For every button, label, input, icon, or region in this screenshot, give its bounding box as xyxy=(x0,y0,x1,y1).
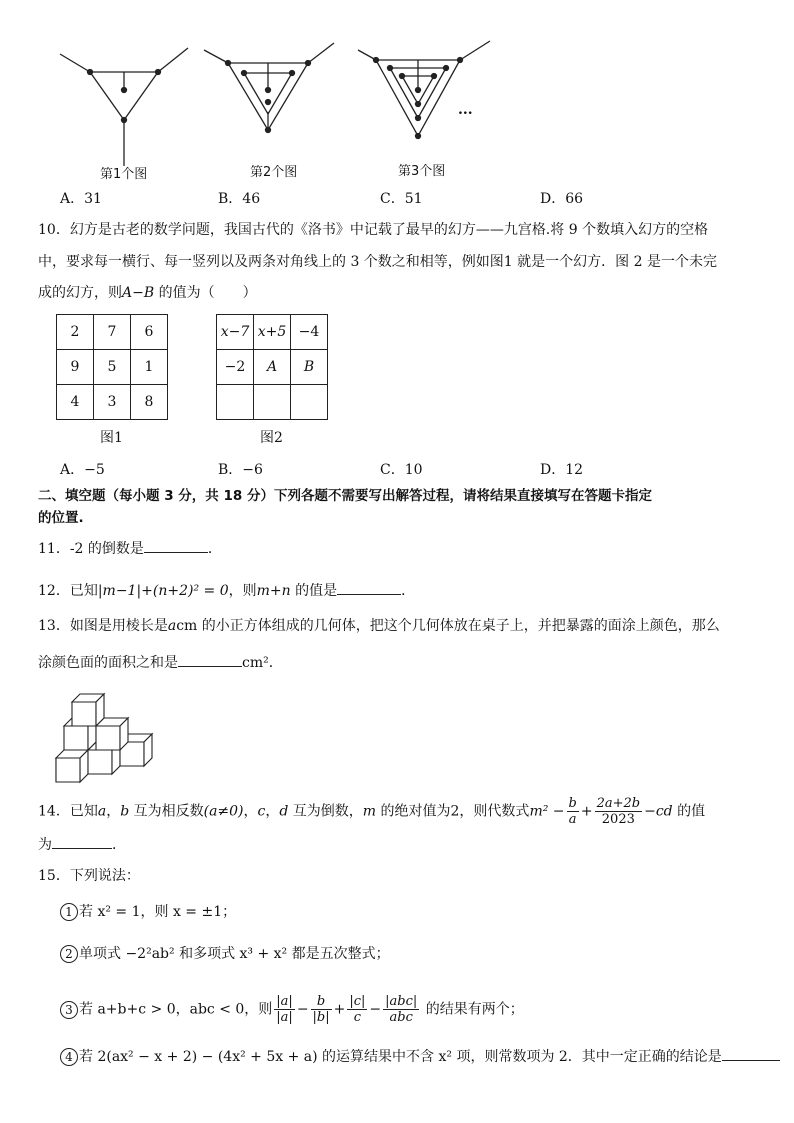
q14-line-2-text: 为 xyxy=(38,837,52,853)
cube xyxy=(72,694,104,726)
q14-line-2 xyxy=(38,834,126,855)
q14-comma: ， xyxy=(106,803,121,820)
q14-fraction-b-over-a: $\frac{b}{a}$ xyxy=(568,796,577,827)
q14-condition: (a≠0) xyxy=(203,803,244,820)
statement-3-frac-1: $\frac{|a|}{|a|}$ xyxy=(276,994,293,1025)
q9-option-b[interactable]: B．46 xyxy=(218,191,261,207)
statement-2-text: 单项式 −2²ab² 和多项式 x³ + x² 都是五次整式； xyxy=(79,946,390,962)
grid2-cell: −4 xyxy=(291,315,328,350)
figure-1 xyxy=(60,48,188,166)
grid1-cell: 6 xyxy=(131,315,168,350)
q10-line-3-pre: 成的幻方，则 xyxy=(38,285,122,301)
figure-3-caption: 第3个图 xyxy=(398,164,446,179)
figure-2 xyxy=(204,43,334,133)
q15-statement-1 xyxy=(60,902,236,922)
magic-square-2 xyxy=(216,314,328,420)
statement-3-op-1: − xyxy=(296,1001,309,1018)
q13-answer-blank[interactable] xyxy=(178,652,242,667)
statement-number-1: 1 xyxy=(60,903,78,921)
q11-answer-blank[interactable] xyxy=(144,538,208,553)
q14-comma-2: ， xyxy=(243,803,258,820)
q12-sum: m+n xyxy=(256,583,291,599)
q13-var: a xyxy=(167,618,177,634)
q13-text-post: cm 的小正方体组成的几何体，把这个几何体放在桌子上，并把暴露的面涂上颜色，那么 xyxy=(176,618,720,634)
statement-3-frac-4: $\frac{\text{|abc|}}{\text{abc}}$ xyxy=(385,994,418,1025)
q9-option-c[interactable]: C．51 xyxy=(380,191,423,207)
q10-option-a[interactable]: A．−5 xyxy=(60,462,105,478)
q13-end: ． xyxy=(268,655,283,671)
q11 xyxy=(38,538,222,559)
statement-3-op-3: − xyxy=(369,1001,382,1018)
q15-statement-3 xyxy=(60,994,524,1025)
q14-text-opposite: 互为相反数 xyxy=(129,803,204,820)
q14-answer-blank[interactable] xyxy=(52,834,112,849)
q14-var-c: c xyxy=(257,803,266,820)
q10-expr: A−B xyxy=(122,285,155,301)
q14-line-1 xyxy=(38,796,705,827)
q12-end: ． xyxy=(401,583,416,599)
q14-plus: + xyxy=(580,803,593,820)
figure-2-caption: 第2个图 xyxy=(250,165,298,180)
q11-end: ． xyxy=(207,541,222,557)
grid2-cell: A xyxy=(254,350,291,385)
fig2-caption: 图2 xyxy=(260,430,283,446)
q10-option-d[interactable]: D．12 xyxy=(540,462,584,478)
q10-option-c[interactable]: C．10 xyxy=(380,462,423,478)
q11-text: 11．-2 的倒数是 xyxy=(38,541,144,557)
q14-comma-3: ， xyxy=(265,803,280,820)
statement-number-4: 4 xyxy=(60,1048,78,1066)
statement-3-frac-2: $\frac{b}{|b|}$ xyxy=(312,994,330,1025)
statement-1-text: 若 x² = 1，则 x = ±1； xyxy=(79,904,237,920)
statement-3-text: 若 a+b+c > 0，abc < 0，则 xyxy=(79,1001,273,1018)
statement-3-frac-3: $\frac{|c|}{c}$ xyxy=(349,994,366,1025)
grid1-cell: 4 xyxy=(57,385,94,420)
grid2-cell xyxy=(217,385,254,420)
q15-statement-4 xyxy=(60,1046,780,1067)
cube xyxy=(56,758,80,782)
grid2-cell xyxy=(291,385,328,420)
q14-var-a: a xyxy=(97,803,107,820)
grid1-cell: 5 xyxy=(94,350,131,385)
grid1-cell: 9 xyxy=(57,350,94,385)
q13-unit: cm² xyxy=(242,655,269,671)
q15-title: 15．下列说法： xyxy=(38,868,140,884)
q10-line-2: 中，要求每一横行、每一竖列以及两条对角线上的 3 个数之和相等，例如图1 就是一个幻方．图 2 是一个未完 xyxy=(38,254,717,270)
grid2-cell: −2 xyxy=(217,350,254,385)
grid1-cell: 3 xyxy=(94,385,131,420)
q14-text-value: 的值 xyxy=(672,803,706,820)
statement-4-text: 若 2(ax² − x + 2) − (4x² + 5x + a) 的运算结果中不含 x² 项，则常数项为 2．其中一定正确的结论是 xyxy=(79,1049,722,1065)
grid2-cell xyxy=(254,385,291,420)
cube xyxy=(96,718,128,750)
section-2-heading-line-1: 二、填空题（每小题 3 分，共 18 分）下列各题不需要写出解答过程，请将结果直接填写在答题卡指定 xyxy=(38,488,652,504)
magic-square-1 xyxy=(56,314,168,420)
figure-1-caption: 第1个图 xyxy=(100,167,148,182)
q12-text: 12．已知 xyxy=(38,583,98,599)
q14-expr-start: m² − xyxy=(529,803,565,820)
q13-text-pre: 13．如图是用棱长是 xyxy=(38,618,168,634)
grid1-cell: 8 xyxy=(131,385,168,420)
grid2-cell: x+5 xyxy=(254,315,291,350)
figure-3 xyxy=(358,41,490,139)
q10-line-3 xyxy=(38,283,257,303)
q13-line-2-text: 涂颜色面的面积之和是 xyxy=(38,655,178,671)
q14-text-abs: 的绝对值为2，则代数式 xyxy=(376,803,530,820)
figure-ellipsis: ... xyxy=(458,102,473,118)
q14-var-b: b xyxy=(120,803,130,820)
statement-3-post: 的结果有两个； xyxy=(421,1001,524,1018)
q10-line-1: 10．幻方是古老的数学问题，我国古代的《洛书》中记载了最早的幻方——九宫格.将 9 个数填入幻方的空格 xyxy=(38,222,709,238)
q12-post: 的值是 xyxy=(290,583,338,599)
statement-3-op-2: + xyxy=(333,1001,346,1018)
grid2-cell: B xyxy=(291,350,328,385)
q14-expr-end: −cd xyxy=(644,803,673,820)
section-2-heading-line-2: 的位置. xyxy=(38,510,84,526)
grid1-cell: 1 xyxy=(131,350,168,385)
q10-option-b[interactable]: B．−6 xyxy=(218,462,263,478)
q13-line-1 xyxy=(38,616,720,636)
q12-mid: ，则 xyxy=(228,583,257,599)
q9-option-d[interactable]: D．66 xyxy=(540,191,584,207)
q14-text: 14．已知 xyxy=(38,803,98,820)
q12-answer-blank[interactable] xyxy=(337,580,401,595)
cube-solid-figure xyxy=(52,686,162,786)
q9-option-a[interactable]: A．31 xyxy=(60,191,102,207)
q12-equation: |m−1|+(n+2)² = 0 xyxy=(97,583,229,599)
q12 xyxy=(38,580,415,601)
q10-line-3-post: 的值为（ ） xyxy=(154,285,257,301)
q14-fraction-2a2b: $\frac{2a+2b}{2023}$ xyxy=(596,796,641,827)
grid1-cell: 2 xyxy=(57,315,94,350)
fig1-caption: 图1 xyxy=(100,430,123,446)
statement-number-3: 3 xyxy=(60,1001,78,1019)
statement-number-2: 2 xyxy=(60,945,78,963)
q14-var-d: d xyxy=(279,803,289,820)
q14-var-m: m xyxy=(362,803,377,820)
q15-statement-2 xyxy=(60,944,390,964)
q14-end: ． xyxy=(112,837,126,853)
q13-line-2 xyxy=(38,652,283,673)
grid1-cell: 7 xyxy=(94,315,131,350)
grid2-cell: x−7 xyxy=(217,315,254,350)
q14-text-reciprocal: 互为倒数， xyxy=(288,803,363,820)
q15-answer-blank[interactable] xyxy=(722,1046,780,1061)
